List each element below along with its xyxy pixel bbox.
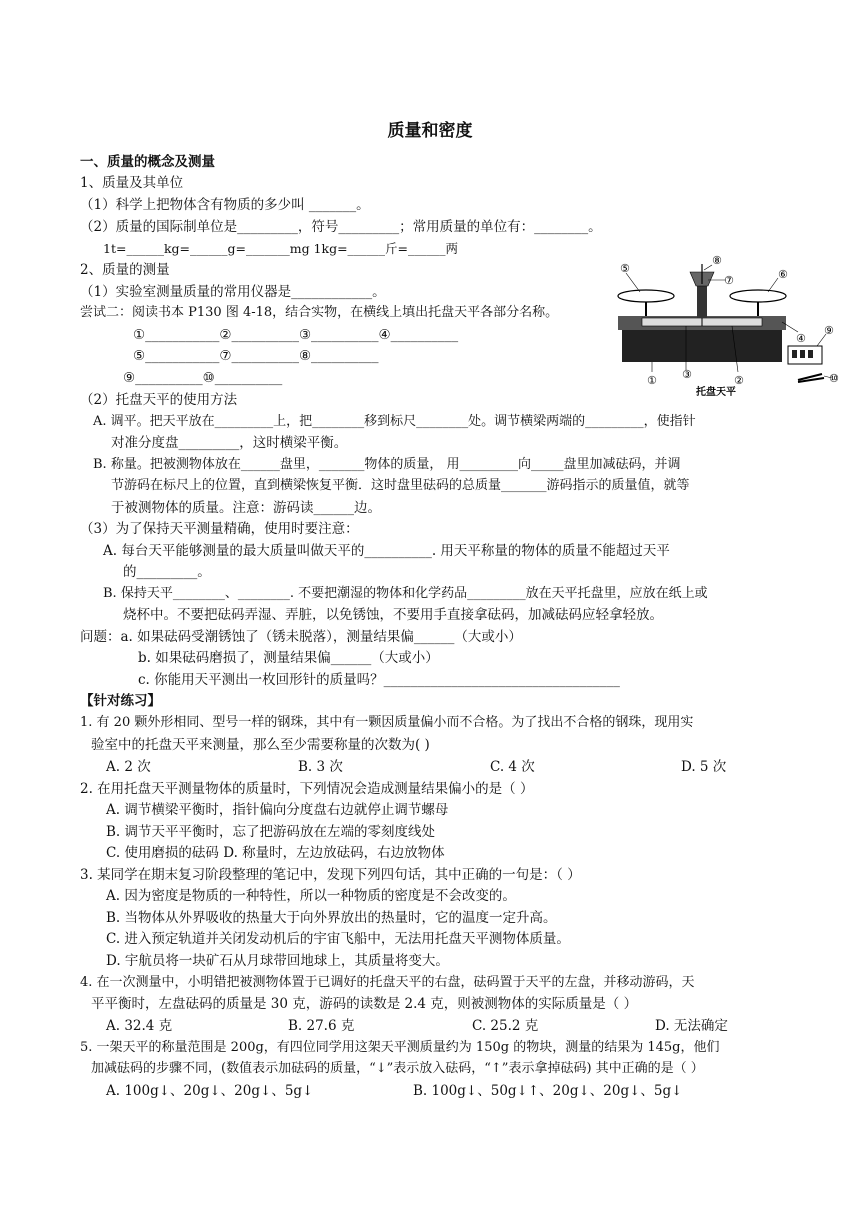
figure-caption: 托盘天平 [696,387,736,398]
q1-option-a: A. 2 次 [106,759,151,775]
balance-figure [612,254,846,400]
callout-5: ⑤ [620,262,630,275]
text-line: 烧杯中。不要把砝码弄湿、弄脏，以免锈蚀，不要用手直接拿砝码，加减砝码应轻拿轻放。 [123,607,663,623]
text-line: （1）实验室测量质量的常用仪器是____________。 [80,284,386,300]
callout-10: ⑩ [829,372,839,385]
q4-option-a: A. 32.4 克 [106,1018,173,1034]
question-line: 5. 一架天平的称量范围是 200g，有四位同学用这架天平测质量约为 150g 的物块，测量的结果为 145g，他们 [80,1040,720,1055]
callout-4: ④ [796,332,806,345]
q4-option-c: C. 25.2 克 [472,1018,539,1034]
text-line: A. 每台天平能够测量的最大质量叫做天平的__________. 用天平称量的物体的质量不能超过天平 [103,543,670,559]
option-line: C. 使用磨损的砝码 D. 称量时，左边放砝码，右边放物体 [106,845,445,861]
question-line: 4. 在一次测量中，小明错把被测物体置于已调好的托盘天平的右盘，砝码置于天平的左盘，并移动游码，天 [80,975,695,990]
option-line: A. 因为密度是物质的一种特性，所以一种物质的密度是不会改变的。 [106,888,516,904]
page-title: 质量和密度 [387,121,473,141]
q1-option-b: B. 3 次 [298,759,343,775]
text-line: 问题：a. 如果砝码受潮锈蚀了（锈未脱落），测量结果偏______（大或小） [80,629,522,645]
text-line: B. 称量。把被测物体放在______盘里，_______物体的质量， 用_________向_____盘里加减砝码，并调 [93,457,681,472]
q5-option-a: A. 100g↓、20g↓、20g↓、5g↓ [106,1083,314,1099]
q1-option-d: D. 5 次 [681,759,727,775]
text-line: b. 如果砝码磨损了，测量结果偏______（大或小） [138,650,439,666]
option-line: B. 当物体从外界吸收的热量大于向外界放出的热量时，它的温度一定升高。 [106,910,557,926]
callout-2: ② [734,374,744,387]
text-line: c. 你能用天平测出一枚回形针的质量吗？___________________________________ [138,672,620,688]
text-line: （2）质量的国际制单位是_________，符号_________；常用质量的单位有：________。 [80,219,602,235]
subsection-heading: 2、质量的测量 [80,262,170,278]
option-line: A. 调节横梁平衡时，指针偏向分度盘右边就停止调节螺母 [106,802,449,818]
left-pan [618,290,674,302]
option-line: D. 宇航员将一块矿石从月球带回地球上，其质量将变大。 [106,953,449,969]
q1-option-c: C. 4 次 [490,759,535,775]
right-pan [730,290,786,302]
text-line: ⑨__________⑩__________ [123,370,283,386]
callout-1: ① [647,374,657,387]
practice-heading: 【针对练习】 [80,693,161,709]
text-line: 1t=______kg=______g=_______mg 1kg=______斤=______两 [103,241,459,256]
q4-option-d: D. 无法确定 [655,1018,728,1034]
callout-3: ③ [682,368,692,381]
question-line: 平平衡时，左盘砝码的质量是 30 克，游码的读数是 2.4 克，则被测物体的实际质量是（ ） [91,996,638,1012]
option-line: C. 进入预定轨道并关闭发动机后的宇宙飞船中，无法用托盘天平测物体质量。 [106,931,570,947]
text-line: B. 保持天平________、________. 不要把潮湿的物体和化学药品_________放在天平托盘里，应放在纸上或 [103,586,708,601]
question-line: 加减砝码的步骤不同，(数值表示加砝码的质量，“↓”表示放入砝码，“↑”表示拿掉砝码) 其中正确的是（ ） [91,1061,704,1076]
text-line: （2）托盘天平的使用方法 [80,392,238,408]
text-line: 对准分度盘_________，这时横梁平衡。 [111,435,348,451]
callout-6: ⑥ [778,268,788,281]
text-line: ①___________②__________③__________④__________ [133,327,459,343]
callout-7: ⑦ [724,274,734,287]
callout-9: ⑨ [824,324,834,337]
q5-option-b: B. 100g↓、50g↓↑、20g↓、20g↓、5g↓ [413,1083,683,1099]
text-line: （3）为了保持天平测量精确，使用时要注意： [80,521,359,537]
text-line: 于被测物体的质量。注意：游码读______边。 [111,500,381,516]
q4-option-b: B. 27.6 克 [288,1018,355,1034]
question-line: 2. 在用托盘天平测量物体的质量时，下列情况会造成测量结果偏小的是（ ） [80,781,534,797]
question-line: 3. 某同学在期末复习阶段整理的笔记中，发现下列四句话，其中正确的一句是：（ ） [80,867,581,883]
text-line: （1）科学上把物体含有物质的多少叫 _______。 [80,197,370,213]
text-line: 的_________。 [123,564,211,580]
text-line: A. 调平。把天平放在_________上，把________移到标尺________处。调节横梁两端的_________，使指针 [93,414,696,429]
text-line: ⑤___________⑦__________⑧__________ [133,348,379,364]
question-line: 1. 有 20 颗外形相同、型号一样的钢珠，其中有一颗因质量偏小而不合格。为了找出不合格的钢珠，现用实 [80,715,694,730]
question-line: 验室中的托盘天平来测量，那么至少需要称量的次数为( ) [91,737,430,753]
text-line: 节游码在标尺上的位置，直到横梁恢复平衡．这时盘里砝码的总质量_______游码指示的质量值，就等 [111,478,690,493]
section-heading: 一、质量的概念及测量 [80,154,215,170]
balance-base [622,328,782,362]
callout-8: ⑧ [712,254,722,267]
subsection-heading: 1、质量及其单位 [80,175,184,191]
option-line: B. 调节天平平衡时，忘了把游码放在左端的零刻度线处 [106,824,436,840]
text-line: 尝试二：阅读书本 P130 图 4-18，结合实物，在横线上填出托盘天平各部分名称。 [80,305,559,320]
